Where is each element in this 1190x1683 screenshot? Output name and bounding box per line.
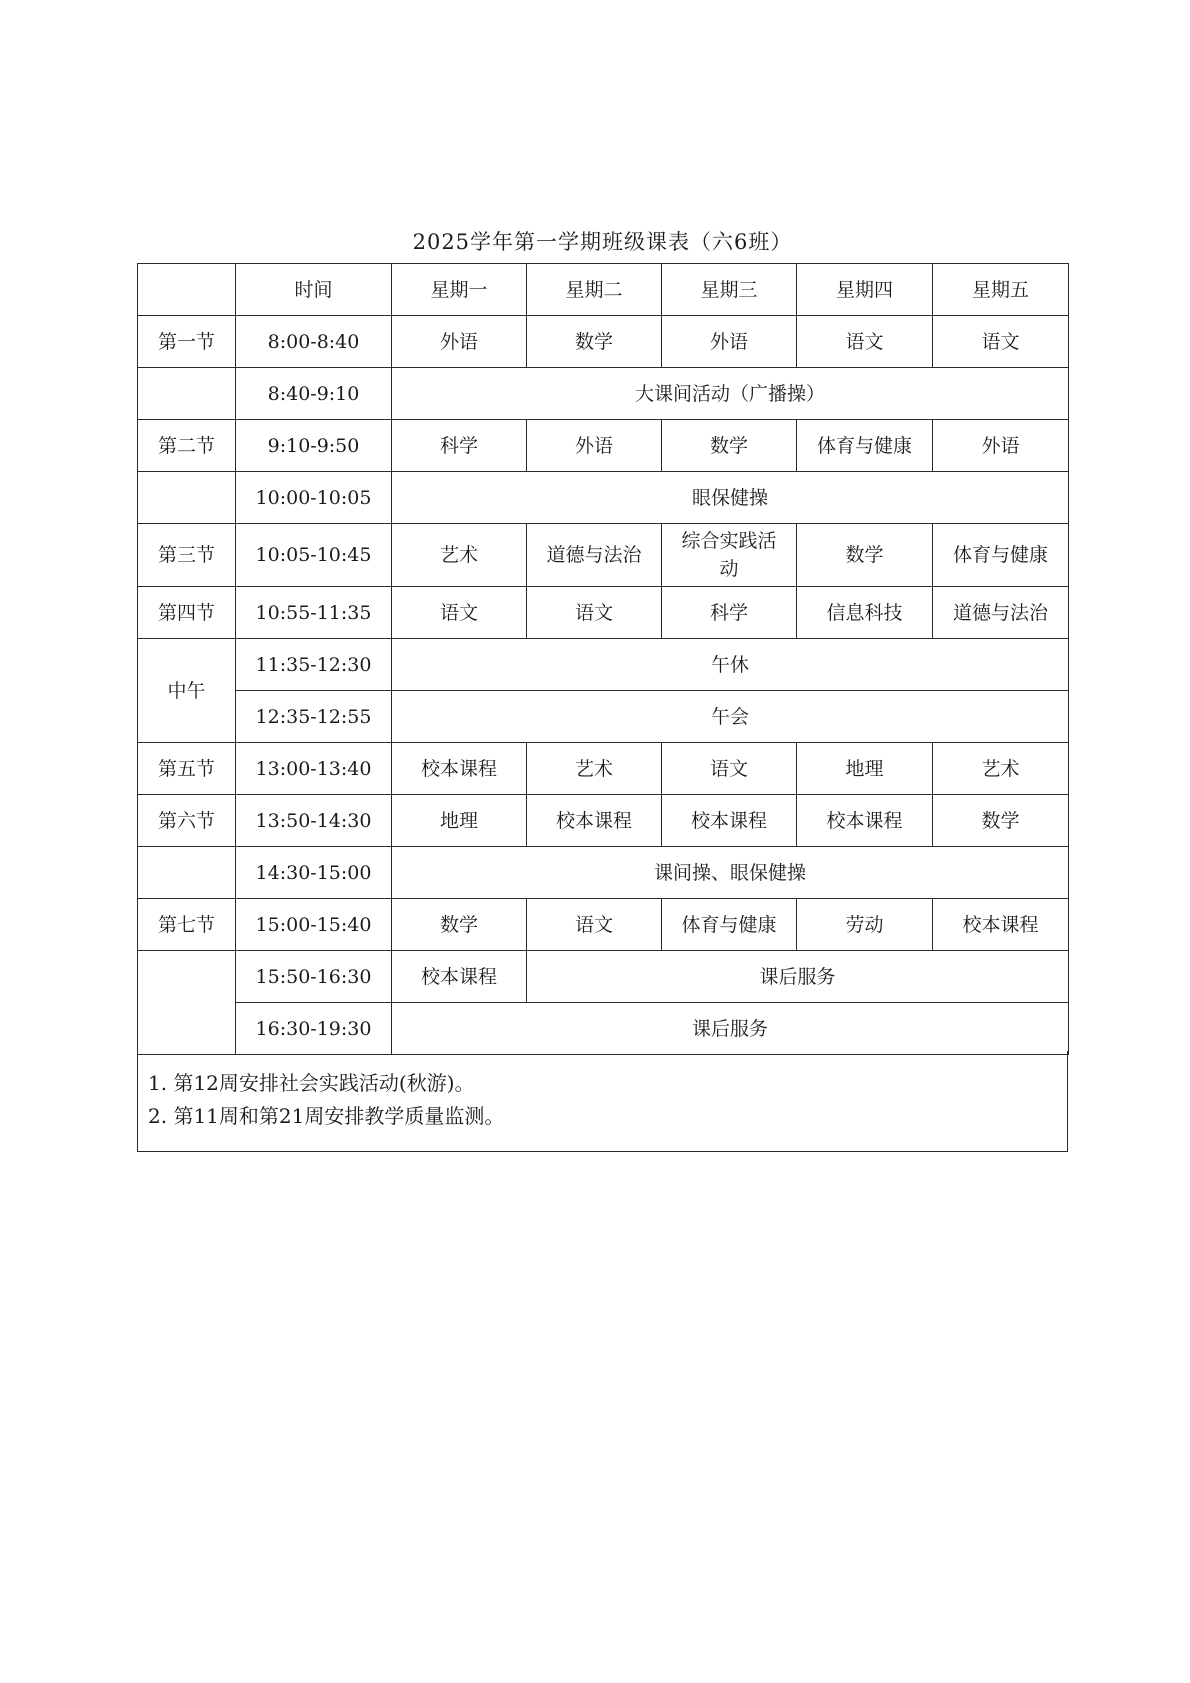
course-cell: 外语 xyxy=(527,420,662,472)
course-cell: 外语 xyxy=(662,316,797,368)
period-label-empty xyxy=(138,368,236,420)
header-time: 时间 xyxy=(236,264,392,316)
time-cell: 11:35-12:30 xyxy=(236,639,392,691)
course-cell: 体育与健康 xyxy=(933,524,1069,587)
table-row xyxy=(138,847,1069,899)
time-cell: 10:55-11:35 xyxy=(236,587,392,639)
course-cell: 体育与健康 xyxy=(662,899,797,951)
table-row xyxy=(138,420,1069,472)
course-cell: 数学 xyxy=(797,524,933,587)
page-title: 2025学年第一学期班级课表（六6班） xyxy=(412,230,793,254)
period-label-empty xyxy=(138,951,236,1055)
table-row xyxy=(138,639,1069,691)
period-label: 第三节 xyxy=(138,524,236,587)
period-label: 第二节 xyxy=(138,420,236,472)
course-cell: 外语 xyxy=(392,316,527,368)
course-cell: 语文 xyxy=(797,316,933,368)
period-label: 中午 xyxy=(138,639,236,743)
course-cell: 校本课程 xyxy=(392,951,527,1003)
table-row xyxy=(138,951,1069,1003)
time-cell: 10:00-10:05 xyxy=(236,472,392,524)
activity-span-cell: 大课间活动（广播操） xyxy=(392,368,1069,420)
header-monday: 星期一 xyxy=(392,264,527,316)
course-cell: 地理 xyxy=(392,795,527,847)
course-cell: 道德与法治 xyxy=(933,587,1069,639)
activity-span-cell: 午会 xyxy=(392,691,1069,743)
course-cell: 科学 xyxy=(662,587,797,639)
activity-span-cell: 课后服务 xyxy=(392,1003,1069,1055)
period-label: 第五节 xyxy=(138,743,236,795)
activity-span-cell: 午休 xyxy=(392,639,1069,691)
corner-cell xyxy=(138,264,236,316)
period-label: 第一节 xyxy=(138,316,236,368)
course-cell: 校本课程 xyxy=(662,795,797,847)
course-cell: 校本课程 xyxy=(527,795,662,847)
table-row xyxy=(138,368,1069,420)
header-row xyxy=(138,264,1069,316)
table-row xyxy=(138,743,1069,795)
time-cell: 8:40-9:10 xyxy=(236,368,392,420)
note-item: 1. 第12周安排社会实践活动(秋游)。 xyxy=(148,1071,475,1095)
time-cell: 15:00-15:40 xyxy=(236,899,392,951)
period-label: 第四节 xyxy=(138,587,236,639)
time-cell: 12:35-12:55 xyxy=(236,691,392,743)
period-label-empty xyxy=(138,847,236,899)
course-cell: 语文 xyxy=(933,316,1069,368)
time-cell: 15:50-16:30 xyxy=(236,951,392,1003)
table-row xyxy=(138,524,1069,587)
table-row xyxy=(138,899,1069,951)
notes-box xyxy=(137,1051,1068,1152)
table-row xyxy=(138,587,1069,639)
table-row xyxy=(138,691,1069,743)
course-cell: 劳动 xyxy=(797,899,933,951)
period-label-empty xyxy=(138,472,236,524)
time-cell: 8:00-8:40 xyxy=(236,316,392,368)
time-cell: 14:30-15:00 xyxy=(236,847,392,899)
activity-span-cell: 课间操、眼保健操 xyxy=(392,847,1069,899)
header-tuesday: 星期二 xyxy=(527,264,662,316)
course-cell: 科学 xyxy=(392,420,527,472)
table-row xyxy=(138,316,1069,368)
course-cell: 语文 xyxy=(527,899,662,951)
course-cell: 语文 xyxy=(662,743,797,795)
time-cell: 13:00-13:40 xyxy=(236,743,392,795)
header-wednesday: 星期三 xyxy=(662,264,797,316)
course-cell: 艺术 xyxy=(933,743,1069,795)
course-cell: 数学 xyxy=(933,795,1069,847)
course-cell: 综合实践活动 xyxy=(662,524,797,587)
course-cell: 数学 xyxy=(527,316,662,368)
time-cell: 10:05-10:45 xyxy=(236,524,392,587)
time-cell: 9:10-9:50 xyxy=(236,420,392,472)
course-cell: 地理 xyxy=(797,743,933,795)
time-cell: 16:30-19:30 xyxy=(236,1003,392,1055)
period-label: 第六节 xyxy=(138,795,236,847)
activity-span-cell: 眼保健操 xyxy=(392,472,1069,524)
course-cell: 校本课程 xyxy=(392,743,527,795)
table-row xyxy=(138,1003,1069,1055)
course-cell: 语文 xyxy=(392,587,527,639)
table-row xyxy=(138,472,1069,524)
header-friday: 星期五 xyxy=(933,264,1069,316)
time-cell: 13:50-14:30 xyxy=(236,795,392,847)
activity-span-cell: 课后服务 xyxy=(527,951,1069,1003)
note-item: 2. 第11周和第21周安排教学质量监测。 xyxy=(148,1104,505,1128)
timetable xyxy=(137,263,1069,1055)
course-cell: 信息科技 xyxy=(797,587,933,639)
course-cell: 校本课程 xyxy=(797,795,933,847)
course-cell: 道德与法治 xyxy=(527,524,662,587)
course-cell: 校本课程 xyxy=(933,899,1069,951)
course-cell: 语文 xyxy=(527,587,662,639)
course-cell: 艺术 xyxy=(527,743,662,795)
course-cell: 外语 xyxy=(933,420,1069,472)
course-cell: 体育与健康 xyxy=(797,420,933,472)
period-label: 第七节 xyxy=(138,899,236,951)
course-cell: 艺术 xyxy=(392,524,527,587)
course-cell: 数学 xyxy=(392,899,527,951)
course-cell: 数学 xyxy=(662,420,797,472)
header-thursday: 星期四 xyxy=(797,264,933,316)
table-row xyxy=(138,795,1069,847)
